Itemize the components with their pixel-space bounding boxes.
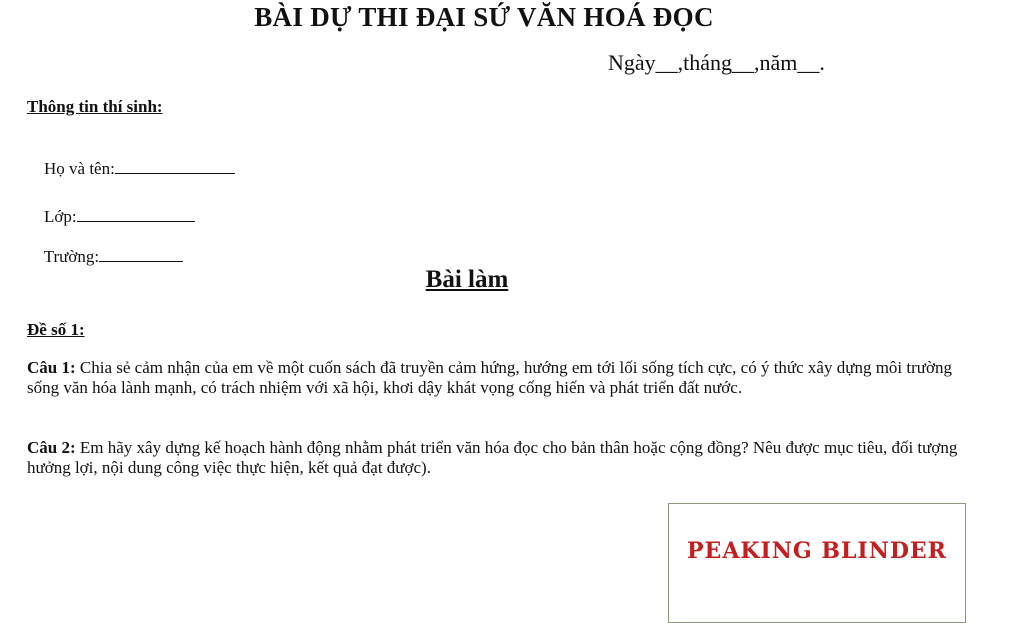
name-blank — [115, 172, 235, 174]
question-1-text: Chia sẻ cảm nhận của em về một cuốn sách đã truyền cảm hứng, hướng em tới lối sống tích cực, có ý thức xây dựng môi trường sống văn hóa lành mạnh, có trách nhiệm với xã hội, khơi dậy khát vọng cống hiến và phát triển đất nước. — [27, 358, 952, 397]
question-2-text: Em hãy xây dựng kế hoạch hành động nhằm phát triển văn hóa đọc cho bản thân hoặc cộng đồng? Nêu được mục tiêu, đối tượng hưởng lợi, nội dung công việc thực hiện, kết quả đạt được). — [27, 438, 958, 477]
document-title: BÀI DỰ THI ĐẠI SỨ VĂN HOÁ ĐỌC — [254, 2, 714, 32]
question-2 — [27, 438, 987, 478]
class-blank — [77, 220, 195, 222]
school-blank — [99, 260, 183, 262]
watermark-logo-text: PEAKING BLINDER — [687, 538, 947, 564]
question-1-label: Câu 1: — [27, 358, 76, 377]
date-line: Ngày__,tháng__,năm__. — [608, 50, 825, 75]
topic-heading: Đề số 1: — [27, 320, 85, 339]
candidate-info-heading: Thông tin thí sinh: — [27, 97, 163, 116]
work-title: Bài làm — [425, 266, 509, 293]
watermark-logo-box — [668, 503, 966, 623]
name-label: Họ và tên: — [44, 159, 115, 178]
question-2-label: Câu 2: — [27, 438, 76, 457]
school-label: Trường: — [43, 247, 100, 266]
class-label: Lớp: — [44, 207, 77, 226]
question-1 — [27, 358, 987, 398]
